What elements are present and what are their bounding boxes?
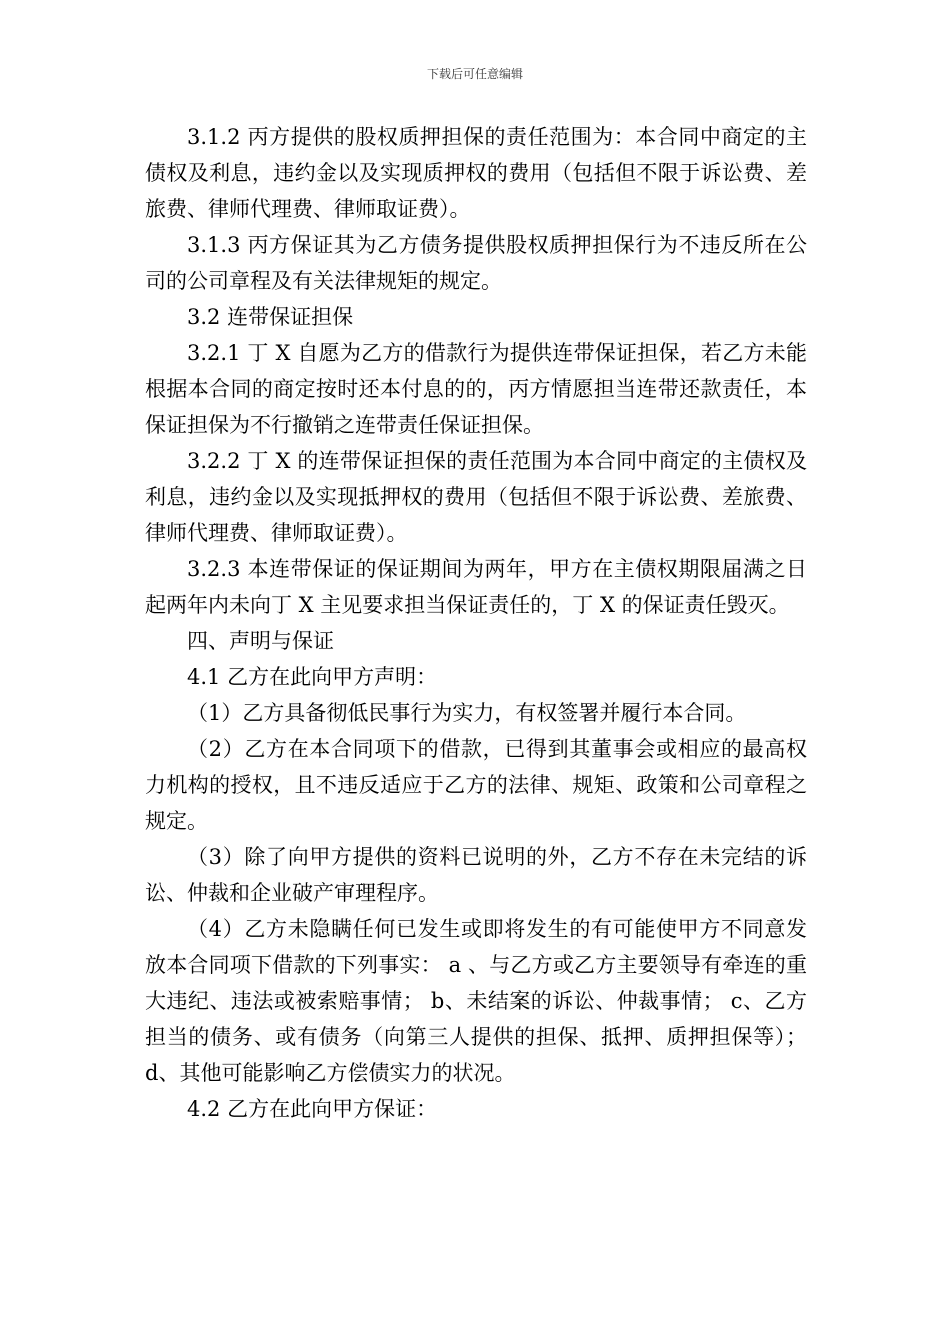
paragraph-3-1-3: 3.1.3 丙方保证其为乙方债务提供股权质押担保行为不违反所在公司的公司章程及有关法律规矩的规定。 (145, 233, 807, 293)
paragraph-3-2-3: 3.2.3 本连带保证的保证期间为两年，甲方在主债权期限届满之日起两年内未向丁 X 主见要求担当保证责任的，丁 X 的保证责任毁灭。 (145, 557, 807, 617)
list-item-3: （3）除了向甲方提供的资料已说明的外，乙方不存在未完结的诉讼、仲裁和企业破产审理程序。 (145, 845, 807, 905)
list-item-2: （2）乙方在本合同项下的借款，已得到其董事会或相应的最高权力机构的授权，且不违反适应于乙方的法律、规矩、政策和公司章程之规定。 (145, 737, 807, 833)
section-heading-3-2: 3.2 连带保证担保 (187, 305, 354, 329)
page-header: 下载后可任意编辑 (426, 67, 523, 81)
paragraph-3-1-2: 3.1.2 丙方提供的股权质押担保的责任范围为：本合同中商定的主债权及利息，违约金以及实现质押权的费用（包括但不限于诉讼费、差旅费、律师代理费、律师取证费）。 (145, 125, 807, 221)
paragraph-4-2: 4.2 乙方在此向甲方保证： (187, 1097, 438, 1121)
list-item-4: （4）乙方未隐瞒任何已发生或即将发生的有可能使甲方不同意发放本合同项下借款的下列事实： a 、与乙方或乙方主要领导有牵连的重大违纪、违法或被索赔事情； b、未结案的诉讼、仲裁事情； c、乙方担当的债务、或有债务（向第三人提供的担保、抵押、质押担保等）； d、其他可能影响乙方偿债实力的状况。 (145, 917, 807, 1085)
list-item-1: （1）乙方具备彻低民事行为实力，有权签署并履行本合同。 (187, 701, 747, 725)
paragraph-3-2-1: 3.2.1 丁 X 自愿为乙方的借款行为提供连带保证担保，若乙方未能根据本合同的商定按时还本付息的的，丙方情愿担当连带还款责任，本保证担保为不行撤销之连带责任保证担保。 (145, 341, 807, 437)
section-heading-4: 四、声明与保证 (187, 629, 334, 653)
document-body (145, 119, 807, 1127)
paragraph-4-1: 4.1 乙方在此向甲方声明： (187, 665, 438, 689)
paragraph-3-2-2: 3.2.2 丁 X 的连带保证担保的责任范围为本合同中商定的主债权及利息，违约金以及实现抵押权的费用（包括但不限于诉讼费、差旅费、律师代理费、律师取证费）。 (145, 449, 807, 545)
